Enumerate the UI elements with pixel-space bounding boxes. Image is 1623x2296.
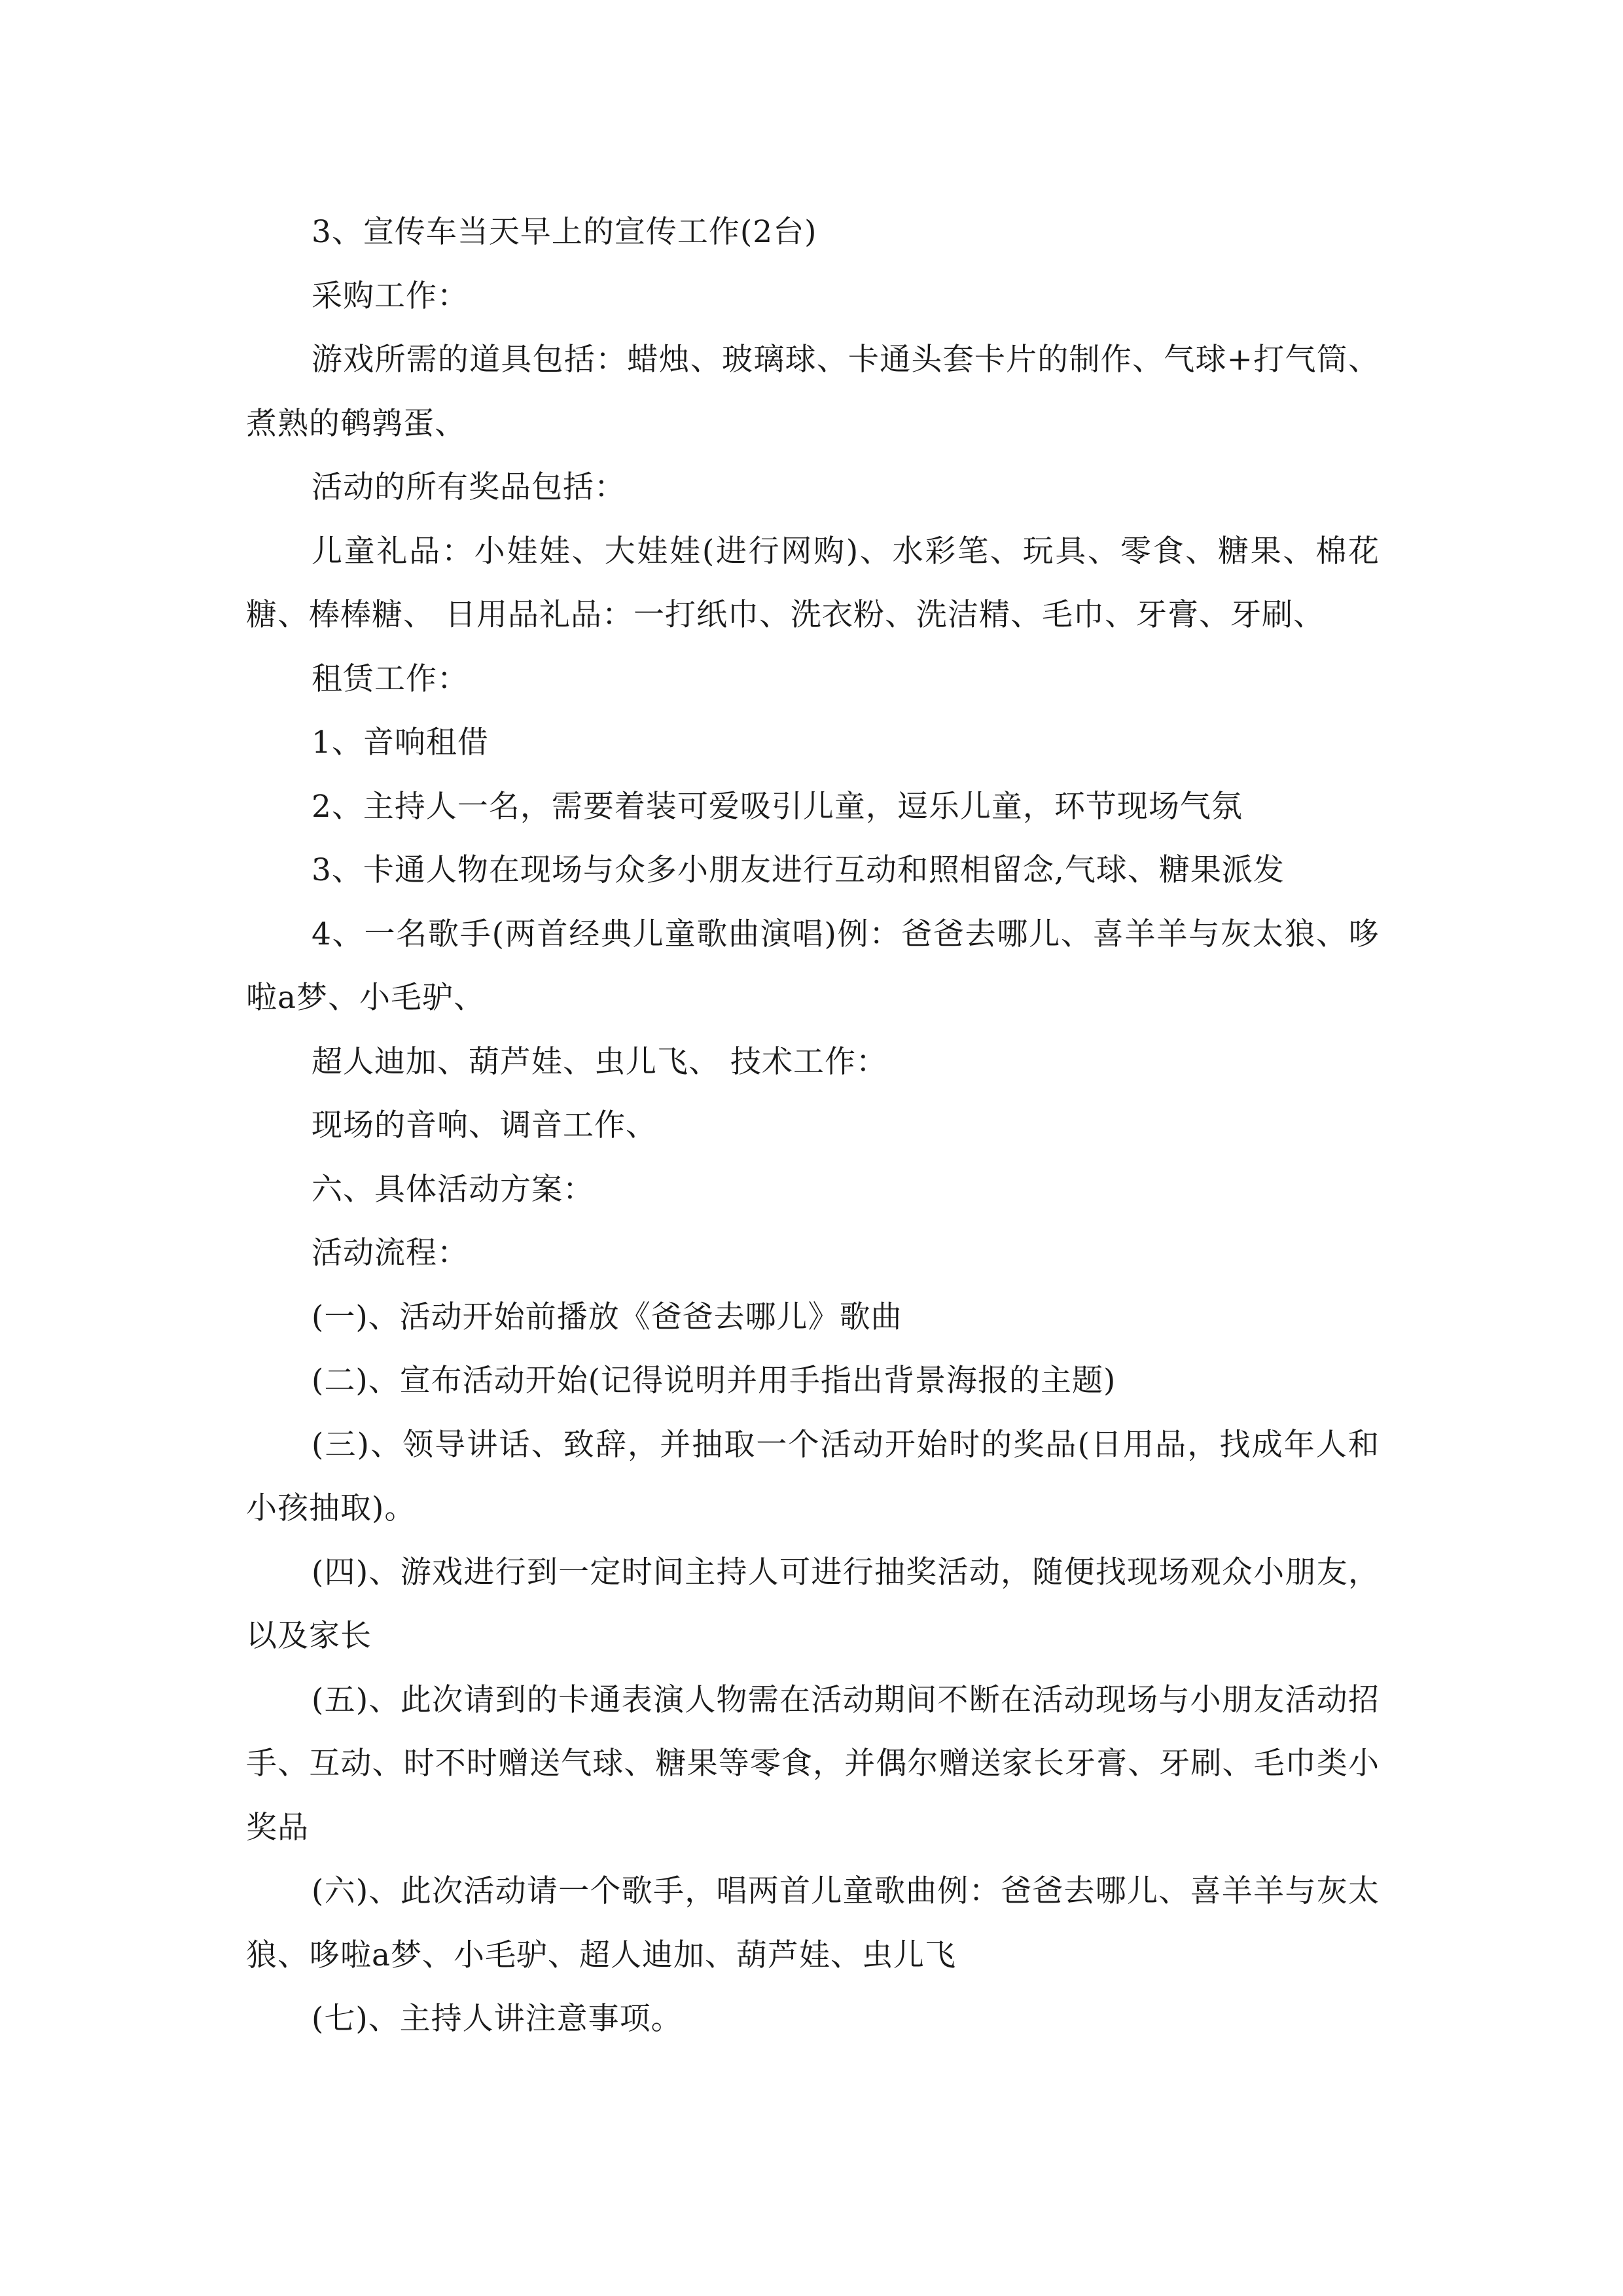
paragraph: (三)、领导讲话、致辞，并抽取一个活动开始时的奖品(日用品，找成年人和小孩抽取)。 — [246, 1426, 1380, 1526]
paragraph: (六)、此次活动请一个歌手，唱两首儿童歌曲例：爸爸去哪儿、喜羊羊与灰太狼、哆啦a梦、小毛驴、超人迪加、葫芦娃、虫儿飞 — [246, 1873, 1380, 1973]
paragraph: 1、音响租借 — [312, 725, 489, 761]
paragraph: 超人迪加、葫芦娃、虫儿飞、 技术工作： — [312, 1043, 887, 1080]
paragraph: 2、主持人一名，需要着装可爱吸引儿童，逗乐儿童，环节现场气氛 — [312, 788, 1243, 825]
paragraph: 游戏所需的道具包括：蜡烛、玻璃球、卡通头套卡片的制作、气球+打气筒、煮熟的鹌鹑蛋、 — [246, 342, 1380, 442]
paragraph: 活动的所有奖品包括： — [312, 469, 626, 505]
paragraph: 儿童礼品：小娃娃、大娃娃(进行网购)、水彩笔、玩具、零食、糖果、棉花糖、棒棒糖、 日用品礼品：一打纸巾、洗衣粉、洗洁精、毛巾、牙膏、牙刷、 — [246, 533, 1380, 633]
paragraph: 3、宣传车当天早上的宣传工作(2台) — [312, 214, 817, 250]
paragraph: 现场的音响、调音工作、 — [312, 1107, 657, 1143]
paragraph: 租赁工作： — [312, 660, 469, 697]
paragraph: 采购工作： — [312, 278, 469, 314]
paragraph: (七)、主持人讲注意事项。 — [312, 2001, 683, 2037]
document-body — [246, 200, 1380, 2051]
paragraph: (四)、游戏进行到一定时间主持人可进行抽奖活动，随便找现场观众小朋友，以及家长 — [246, 1554, 1380, 1654]
paragraph: (五)、此次请到的卡通表演人物需在活动期间不断在活动现场与小朋友活动招手、互动、时不时赠送气球、糖果等零食，并偶尔赠送家长牙膏、牙刷、毛巾类小奖品 — [246, 1681, 1380, 1846]
paragraph: 4、一名歌手(两首经典儿童歌曲演唱)例：爸爸去哪儿、喜羊羊与灰太狼、哆啦a梦、小毛驴、 — [246, 916, 1380, 1016]
paragraph: (二)、宣布活动开始(记得说明并用手指出背景海报的主题) — [312, 1363, 1116, 1399]
paragraph: (一)、活动开始前播放《爸爸去哪儿》歌曲 — [312, 1299, 902, 1335]
paragraph: 活动流程： — [312, 1235, 469, 1271]
section-heading: 六、具体活动方案： — [312, 1171, 594, 1208]
paragraph: 3、卡通人物在现场与众多小朋友进行互动和照相留念,气球、糖果派发 — [312, 852, 1285, 888]
